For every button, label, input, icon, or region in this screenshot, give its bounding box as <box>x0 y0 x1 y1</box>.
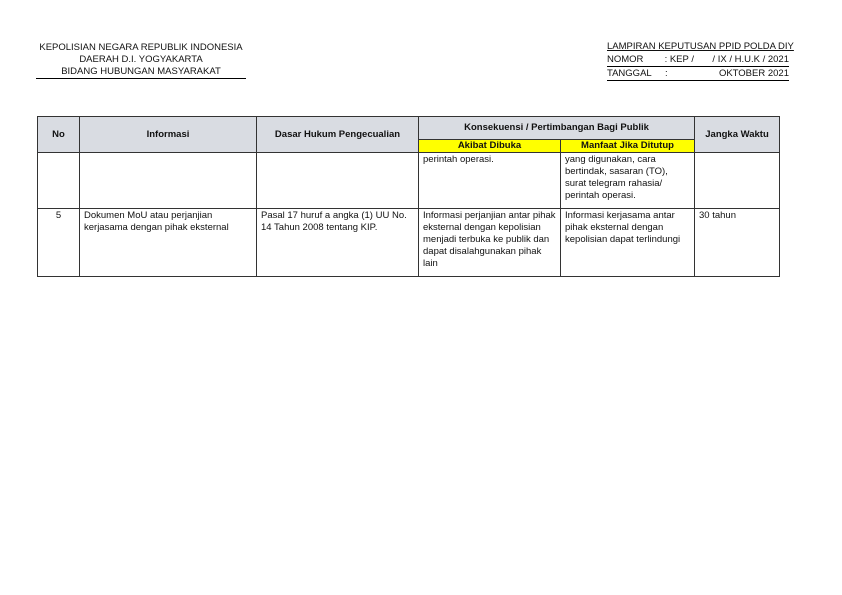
header-informasi: Informasi <box>80 117 257 153</box>
cell-informasi <box>80 153 257 209</box>
region-name: DAERAH D.I. YOGYAKARTA <box>79 54 203 65</box>
cell-dasar-hukum: Pasal 17 huruf a angka (1) UU No. 14 Tahun 2008 tentang KIP. <box>257 209 419 277</box>
decree-reference <box>607 40 794 81</box>
header-konsekuensi: Konsekuensi / Pertimbangan Bagi Publik <box>419 117 695 140</box>
header-manfaat-ditutup: Manfaat Jika Ditutup <box>561 140 695 153</box>
table-row <box>38 209 780 277</box>
header-dasar-hukum: Dasar Hukum Pengecualian <box>257 117 419 153</box>
decree-date-colon: : <box>665 68 668 79</box>
cell-jangka <box>695 153 780 209</box>
decree-number-row <box>607 53 789 67</box>
decree-number-value: : KEP / / IX / H.U.K / 2021 <box>664 54 789 65</box>
cell-no <box>38 153 80 209</box>
cell-manfaat: yang digunakan, cara bertindak, sasaran (TO), surat telegram rahasia/ perintah operasi. <box>561 153 695 209</box>
cell-akibat: perintah operasi. <box>419 153 561 209</box>
header-akibat-dibuka: Akibat Dibuka <box>419 140 561 153</box>
decree-title: LAMPIRAN KEPUTUSAN PPID POLDA DIY <box>607 41 794 52</box>
cell-manfaat: Informasi kerjasama antar pihak eksternal dengan kepolisian dapat terlindungi <box>561 209 695 277</box>
agency-header <box>36 42 246 79</box>
cell-jangka: 30 tahun <box>695 209 780 277</box>
cell-akibat: Informasi perjanjian antar pihak eksternal dengan kepolisian menjadi terbuka ke publik dan dapat disalahgunakan pihak lain <box>419 209 561 277</box>
decree-date-value: OKTOBER 2021 <box>718 68 789 79</box>
division-name: BIDANG HUBUNGAN MASYARAKAT <box>36 66 246 79</box>
header-no: No <box>38 117 80 153</box>
decree-date-label: TANGGAL <box>607 68 652 79</box>
decree-number-label: NOMOR <box>607 54 644 65</box>
header-jangka-waktu: Jangka Waktu <box>695 117 780 153</box>
exception-table <box>37 116 780 277</box>
cell-informasi: Dokumen MoU atau perjanjian kerjasama dengan pihak eksternal <box>80 209 257 277</box>
cell-dasar-hukum <box>257 153 419 209</box>
decree-date-row <box>607 67 789 81</box>
cell-no: 5 <box>38 209 80 277</box>
table-row <box>38 153 780 209</box>
agency-name: KEPOLISIAN NEGARA REPUBLIK INDONESIA <box>39 42 243 53</box>
